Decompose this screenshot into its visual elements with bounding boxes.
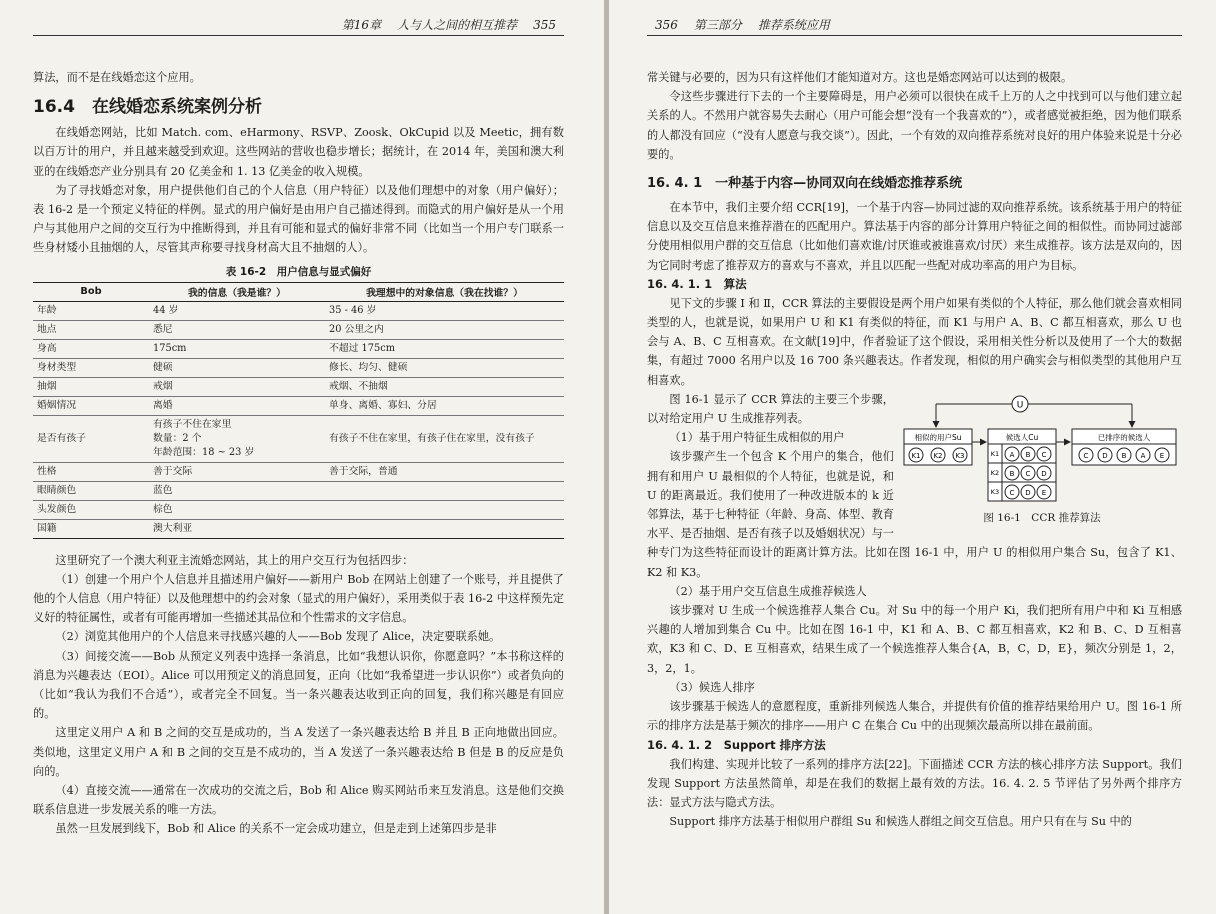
table-cell: 澳大利亚 [149, 519, 325, 538]
table-cell: 善于交际 [149, 462, 325, 481]
table-cell: 身材类型 [33, 358, 149, 377]
table-row [33, 481, 564, 500]
paragraph: 该步骤对 U 生成一个候选推荐人集合 Cu。对 Su 中的每一个用户 Ki，我们把所有用户中和 Ki 互相感兴趣的人增加到集合 Cu 中。比如在图 16-1 中，K1 和 A、B、C 都互相喜欢，K2 和 B、C、D 互相喜欢，K3 和 C、D、E 互相喜欢，结果生成了一个候选推荐人集合{A，B，C，D，E}，频次分别是 1，2，3，2，1。 [647, 604, 1182, 675]
table-cell: 悉尼 [149, 320, 325, 339]
page-number: 356 [655, 18, 678, 32]
paragraph: 常关键与必要的，因为只有这样他们才能知道对方。这也是婚恋网站可以达到的极限。 [647, 71, 1073, 84]
table-cell: 是否有孩子 [33, 415, 149, 462]
candidate-node: B [1009, 469, 1015, 478]
table-cell: 蓝色 [149, 481, 325, 500]
paragraph: 在线婚恋网站，比如 Match. com、eHarmony、RSVP、Zoosk、OkCupid 以及 Meetic，拥有数以百万计的用户，并且越来越受到欢迎。这些网站的营收也稳步增长；据统计，在 2014 年，美国和澳大利亚的在线婚恋产业分别具有 20 亿美金和 1. 13 亿美金的收入规模。 [33, 126, 564, 178]
candidate-node: D [1025, 488, 1031, 497]
paragraph: Support 排序方法基于相似用户群组 Su 和候选人群组之间交互信息。用户只有在与 Su 中的 [669, 815, 1132, 829]
user-u-label: U [1016, 400, 1024, 411]
table-cell: 棕色 [149, 500, 325, 519]
table-cell: 戒烟、不抽烟 [325, 377, 564, 396]
running-head-right [647, 16, 1182, 36]
paragraph: 算法，而不是在线婚恋这个应用。 [33, 71, 201, 84]
row-label: K2 [990, 468, 1000, 477]
profile-table [33, 282, 564, 539]
paragraph: 图 16-1 显示了 CCR 算法的主要三个步骤，以对给定用户 U 生成推荐列表。 [647, 392, 894, 426]
table-caption: 表 16-2 用户信息与显式偏好 [225, 265, 372, 278]
paragraph: （2）基于用户交互信息生成推荐候选人 [669, 584, 867, 598]
paragraph: 见下文的步骤 Ⅰ 和 Ⅱ，CCR 算法的主要假设是两个用户如果有类似的个人特征，那么他们就会喜欢相同类型的人，也就是说，如果用户 U 和 K1 有类似的特征，而 K1 与用户 A、B、C 都互相喜欢，那么 U 也会与 A、B、C 互相喜欢。在文献[19]中，作者验证了这个假设，采用相关性分析以及使用了一个大的数据集，有超过 7000 名用户以及 16 700 条兴趣表达。作者发现，相似的用户确实会与相似类型的其他用户互相喜欢。 [647, 296, 1182, 387]
paragraph: 在本节中，我们主要介绍 CCR[19]，一个基于内容—协同过滤的双向推荐系统。该系统基于用户的特征信息以及交互信息来推荐潜在的匹配用户。算法基于内容的部分计算用户特征之间的相似性。而协同过滤部分使用相似用户群的交互信息（比如他们喜欢谁/讨厌谁或被谁喜欢/讨厌）来生成推荐。该方法是双向的，因为它同时考虑了推荐双方的喜欢与不喜欢，并且以匹配一些配对成功率高的用户为目标。 [647, 201, 1182, 272]
row-label: K1 [990, 449, 1000, 458]
table-header: Bob [33, 282, 149, 301]
table-cell: 婚姻情况 [33, 396, 149, 415]
table-cell: 单身、离婚、寡妇、分居 [325, 396, 564, 415]
ranked-node: C [1083, 451, 1089, 460]
candidate-node: C [1009, 488, 1015, 497]
figure-caption: 图 16-1 CCR 推荐算法 [983, 511, 1101, 524]
ranked-candidates-title: 已排序的候选人 [1097, 432, 1151, 442]
ranked-node: B [1121, 451, 1127, 460]
candidate-node: A [1009, 450, 1015, 459]
table-cell: 性格 [33, 462, 149, 481]
table-cell [325, 519, 564, 538]
table-cell: 身高 [33, 339, 149, 358]
paragraph: 这里研究了一个澳大利亚主流婚恋网站，其上的用户交互行为包括四步： [55, 553, 414, 567]
table-row [33, 415, 564, 462]
table-cell: 眼睛颜色 [33, 481, 149, 500]
table-row [33, 519, 564, 538]
table-cell: 头发颜色 [33, 500, 149, 519]
candidate-node: E [1041, 488, 1047, 497]
paragraph: （1）基于用户特征生成相似的用户 [669, 431, 845, 445]
table-cell: 不超过 175cm [325, 339, 564, 358]
table-cell: 修长、均匀、健硕 [325, 358, 564, 377]
ranked-node: E [1159, 451, 1165, 460]
table-row [33, 301, 564, 320]
table-row [33, 377, 564, 396]
table-cell: 20 公里之内 [325, 320, 564, 339]
table-cell [325, 500, 564, 519]
candidate-node: B [1025, 450, 1031, 459]
ranked-node: A [1140, 451, 1146, 460]
table-cell: 善于交际，普通 [325, 462, 564, 481]
table-cell: 有孩子不住在家里，有孩子住在家里，没有孩子 [325, 415, 564, 462]
subsubsection-heading: 16. 4. 1. 2 Support 排序方法 [647, 737, 826, 752]
table-header: 我的信息（我是谁？） [149, 282, 325, 301]
user-node-label: K1 [911, 451, 921, 460]
paragraph: 令这些步骤进行下去的一个主要障碍是，用户必须可以很快在成千上万的人之中找到可以与他们建立起关系的人。不然用户就容易失去耐心（用户可能会想“没有一个我喜欢的”），或者感觉被拒绝，因为他们联系的人都没有回应（“没有人愿意与我交谈”）。因此，一个有效的双向推荐系统对良好的用户体验来说是十分必要的。 [647, 90, 1182, 161]
user-node-label: K3 [955, 451, 965, 460]
table-header: 我理想中的对象信息（我在找谁？） [325, 282, 564, 301]
paragraph: （2）浏览其他用户的个人信息来寻找感兴趣的人——Bob 发现了 Alice，决定要联系她。 [55, 630, 501, 644]
table-row [33, 320, 564, 339]
figure-ccr [902, 394, 1182, 525]
table-cell: 国籍 [33, 519, 149, 538]
paragraph: （1）创建一个用户个人信息并且描述用户偏好——新用户 Bob 在网站上创建了一个账号，并且提供了他的个人信息（用户特征）以及他理想中的约会对象（显式的用户偏好），采用类似于表 16-2 中这样预先定义好的特征属性，或者有可能再增加一些描述其品位和个性需求的文字信息。 [33, 572, 564, 625]
table-cell: 戒烟 [149, 377, 325, 396]
chapter-number: 第16章 [341, 18, 382, 32]
table-cell: 抽烟 [33, 377, 149, 396]
table-row [33, 358, 564, 377]
table-cell: 有孩子不住在家里 数量：2 个 年龄范围：18 ~ 23 岁 [149, 415, 325, 462]
table-row [33, 500, 564, 519]
paragraph: 虽然一旦发展到线下，Bob 和 Alice 的关系不一定会成功建立，但是走到上述第四步是非 [55, 822, 497, 836]
table-cell: 年龄 [33, 301, 149, 320]
paragraph: （4）直接交流——通常在一次成功的交流之后，Bob 和 Alice 购买网站币来互发消息。这是他们交换联系信息进一步发展关系的唯一方法。 [33, 784, 564, 817]
table-cell [325, 481, 564, 500]
left-page [0, 0, 604, 914]
table-cell: 健硕 [149, 358, 325, 377]
paragraph: 为了寻找婚恋对象，用户提供他们自己的个人信息（用户特征）以及他们理想中的对象（用户偏好）；表 16-2 是一个预定义特征的样例。显式的用户偏好是由用户自己描述得到。而隐式的用户偏好是从一个用户与其他用户之间的交互行为中推断得到，并且有可能和显式的偏好非常不同（比如当一个用户专门联系一些身材矮小且抽烟的人，尽管其声称要寻找身材高大且不抽烟的人）。 [33, 183, 564, 255]
subsection-heading: 16. 4. 1 一种基于内容—协同双向在线婚恋推荐系统 [647, 176, 963, 192]
table-row [33, 462, 564, 481]
chapter-title: 人与人之间的相互推荐 [397, 18, 518, 32]
paragraph: （3）间接交流——Bob 从预定义列表中选择一条消息，比如“我想认识你，你愿意吗？”本书称这样的消息为兴趣表达（EOI）。Alice 可以用预定义的消息回复，正向（比如“我希望进一步认识你”）或者负向的（比如“我认为我们不合适”），或者完全不回复。当一条兴趣表达收到正向的回复，我们称兴趣是有回应的。 [33, 649, 564, 721]
paragraph: 我们构建、实现并比较了一系列的排序方法[22]。下面描述 CCR 方法的核心排序方法 Support。我们发现 Support 方法虽然简单，却是在我们的数据上最有效的方法。16. 4. 2. 5 节评估了另外两个排序方法：显式方法与隐式方法。 [647, 757, 1182, 809]
right-page [609, 0, 1216, 914]
row-label: K3 [990, 487, 1000, 496]
part-subtitle: 推荐系统应用 [757, 18, 830, 32]
candidate-node: C [1025, 469, 1031, 478]
running-head-left [33, 16, 564, 36]
subsubsection-heading: 16. 4. 1. 1 算法 [647, 276, 747, 291]
table-cell: 35 - 46 岁 [325, 301, 564, 320]
ranked-node: D [1102, 451, 1108, 460]
paragraph: 这里定义用户 A 和 B 之间的交互是成功的，当 A 发送了一条兴趣表达给 B 并且 B 正向地做出回应。类似地，这里定义用户 A 和 B 之间的交互是不成功的，当 A 发送了一条兴趣表达给 B 但是 B 的反应是负向的。 [33, 726, 564, 778]
candidate-node: C [1041, 450, 1047, 459]
section-heading: 16.4 在线婚恋系统案例分析 [33, 97, 262, 118]
part-title: 第三部分 [693, 18, 742, 32]
table-cell: 离婚 [149, 396, 325, 415]
table-row [33, 339, 564, 358]
similar-users-nodes [909, 448, 967, 462]
similar-users-title: 相似的用户Su [914, 432, 962, 442]
candidates-title: 候选人Cu [1005, 432, 1039, 442]
paragraph: （3）候选人排序 [669, 680, 755, 694]
table-cell: 地点 [33, 320, 149, 339]
paragraph: 该步骤基于候选人的意愿程度，重新排列候选人集合，并提供有价值的推荐结果给用户 U。图 16-1 所示的排序方法是基于频次的排序——用户 C 在集合 Cu 中的出现频次最高所以排在最前面。 [647, 700, 1182, 733]
table-cell: 44 岁 [149, 301, 325, 320]
page-number: 355 [533, 18, 556, 32]
table-cell: 175cm [149, 339, 325, 358]
ccr-diagram [902, 394, 1182, 504]
table-header-row [33, 282, 564, 301]
table-row [33, 396, 564, 415]
candidate-node: D [1041, 469, 1047, 478]
paragraph: 该步骤产生一个包含 K 个用户的集合，他们拥有和用户 U 最相似的个人特征，也就是说，和 U 的距离最近。我们使用了一种改进版本的 k 近邻算法，基于七种特征（年龄、身高、体型、教育水平、是否抽烟、是否有孩子以及婚姻状况）与一种专门为这些特征而设计的距离计算方法。比如在图 16-1 中，用户 U 的相似用户集合 Su，包含了 K1、K2 和 K3。 [647, 450, 1182, 579]
user-node-label: K2 [933, 451, 943, 460]
